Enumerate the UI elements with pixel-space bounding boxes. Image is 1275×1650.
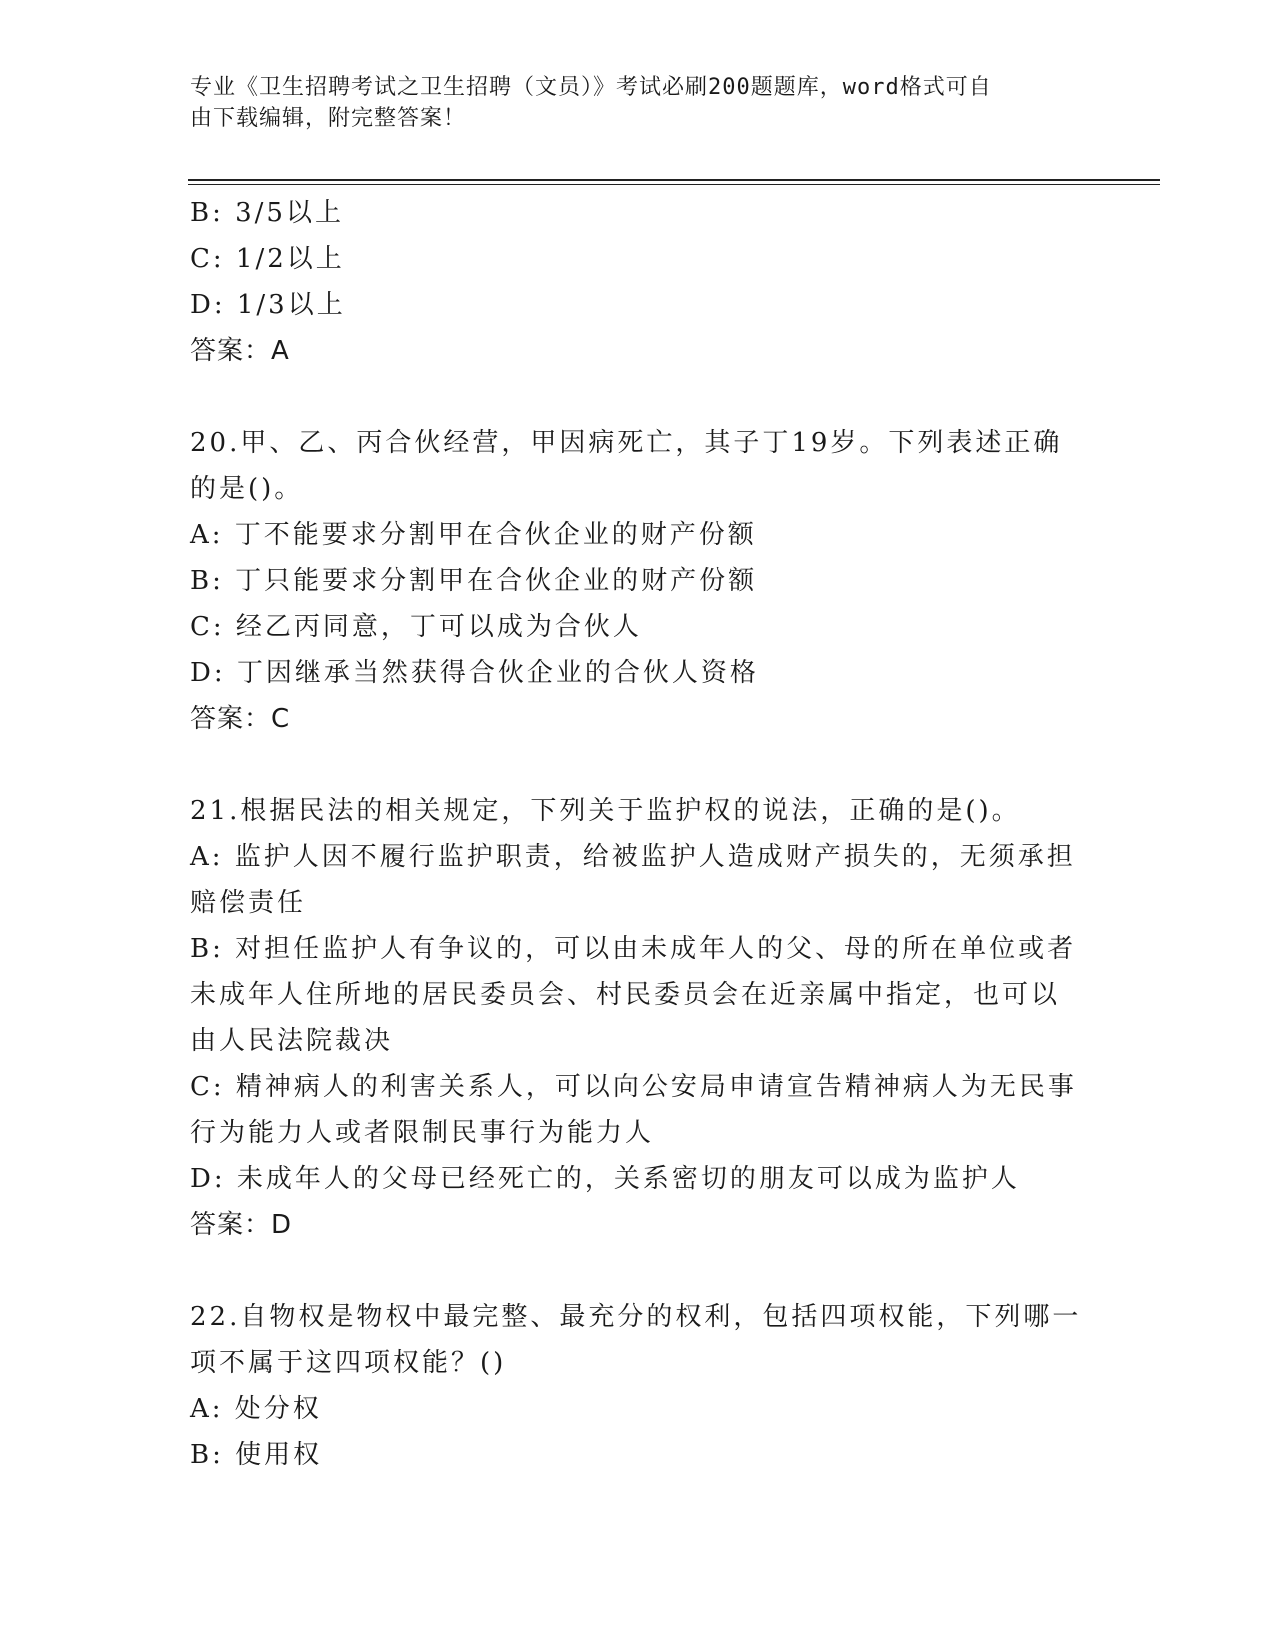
question-stem: 20.甲、乙、丙合伙经营，甲因病死亡，其子丁19岁。下列表述正确 xyxy=(190,428,1063,458)
option-c-continued: 行为能力人或者限制民事行为能力人 xyxy=(190,1118,655,1148)
option-a-continued: 赔偿责任 xyxy=(190,888,307,918)
option-b: B: 对担任监护人有争议的，可以由未成年人的父、母的所在单位或者 xyxy=(190,934,1077,964)
option-b: B: 3/5以上 xyxy=(190,198,344,228)
question-stem-continued: 项不属于这四项权能？() xyxy=(190,1348,507,1378)
spacer xyxy=(190,742,1070,788)
option-d: D: 1/3以上 xyxy=(190,290,346,320)
question-stem-continued: 的是()。 xyxy=(190,474,304,504)
option-d: D: 丁因继承当然获得合伙企业的合伙人资格 xyxy=(190,658,759,688)
option-c: C: 精神病人的利害关系人，可以向公安局申请宣告精神病人为无民事 xyxy=(190,1072,1077,1102)
header-line-2: 由下载编辑，附完整答案！ xyxy=(190,106,467,131)
option-b: B: 丁只能要求分割甲在合伙企业的财产份额 xyxy=(190,566,758,596)
question-content xyxy=(190,190,1082,1478)
answer-label: 答案：C xyxy=(190,704,291,734)
option-a: A: 丁不能要求分割甲在合伙企业的财产份额 xyxy=(190,520,757,550)
answer-label: 答案：A xyxy=(190,336,290,366)
option-b-continued: 由人民法院裁决 xyxy=(190,1026,394,1056)
header-line-1: 专业《卫生招聘考试之卫生招聘（文员）》考试必刷200题题库，word格式可自 xyxy=(190,75,992,100)
question-20 xyxy=(190,420,1070,742)
question-stem: 21.根据民法的相关规定，下列关于监护权的说法，正确的是()。 xyxy=(190,796,1021,826)
header-divider-thick xyxy=(188,179,1160,181)
question-22 xyxy=(190,1294,1082,1478)
answer-label: 答案：D xyxy=(190,1210,293,1240)
spacer xyxy=(190,374,1070,420)
spacer xyxy=(190,1248,1070,1294)
option-d: D: 未成年人的父母已经死亡的，关系密切的朋友可以成为监护人 xyxy=(190,1164,1020,1194)
question-21 xyxy=(190,788,1077,1248)
question-19-tail xyxy=(190,190,1070,374)
option-c: C: 经乙丙同意，丁可以成为合伙人 xyxy=(190,612,642,642)
header-divider-thin xyxy=(188,184,1160,185)
document-header xyxy=(190,72,1070,134)
option-b: B: 使用权 xyxy=(190,1440,323,1470)
option-c: C: 1/2以上 xyxy=(190,244,345,274)
option-b-continued: 未成年人住所地的居民委员会、村民委员会在近亲属中指定，也可以 xyxy=(190,980,1061,1010)
option-a: A: 监护人因不履行监护职责，给被监护人造成财产损失的，无须承担 xyxy=(190,842,1076,872)
question-stem: 22.自物权是物权中最完整、最充分的权利，包括四项权能，下列哪一 xyxy=(190,1302,1082,1332)
option-a: A: 处分权 xyxy=(190,1394,322,1424)
